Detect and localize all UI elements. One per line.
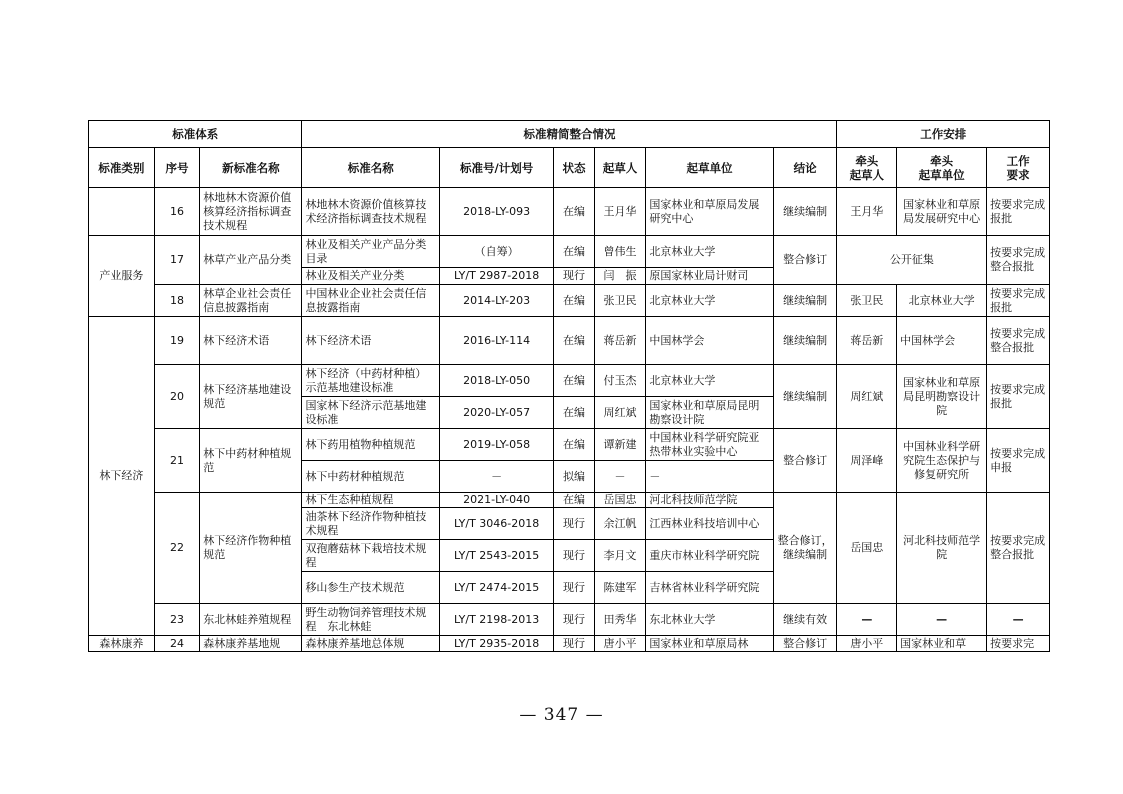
drafter-cell: 田秀华 [594,604,646,636]
conclusion-cell: 整合修订，继续编制 [773,493,837,604]
drafter-unit-cell: 北京林业大学 [646,365,773,397]
table-row [89,365,1050,397]
new-name-cell: 林草企业社会责任信息披露指南 [200,285,302,317]
new-name-cell: 林地林木资源价值核算经济指标调查技术规程 [200,188,302,236]
seq-cell: 18 [154,285,200,317]
new-name-cell: 林下经济作物种植规范 [200,493,302,604]
drafter-unit-cell: 重庆市林业科学研究院 [646,540,773,572]
drafter-unit-cell: 北京林业大学 [646,236,773,268]
drafter-unit-cell: 国家林业和草原局发展研究中心 [646,188,773,236]
lead-person-cell: 蒋岳新 [837,317,897,365]
work-req-cell: 按要求完成整合报批 [987,236,1050,285]
status-cell: 在编 [554,397,594,429]
std-no-cell: LY/T 3046-2018 [440,508,554,540]
table-row [89,429,1050,461]
lead-unit-cell: 国家林业和草原局昆明勘察设计院 [897,365,987,429]
drafter-cell: 闫 振 [594,268,646,285]
new-name-cell: 林下经济术语 [200,317,302,365]
status-cell: 现行 [554,540,594,572]
work-req-cell: 按要求完成报批 [987,188,1050,236]
category-blank [89,188,155,236]
drafter-unit-cell: － [646,461,773,493]
std-no-cell: LY/T 2474-2015 [440,572,554,604]
conclusion-cell: 整合修订 [773,636,837,652]
drafter-unit-cell: 江西林业科技培训中心 [646,508,773,540]
conclusion-cell: 继续编制 [773,365,837,429]
col-seq: 序号 [154,148,200,188]
std-no-cell: 2014-LY-203 [440,285,554,317]
col-lead-unit: 牵头 起草单位 [897,148,987,188]
std-name-cell: 双孢蘑菇林下栽培技术规程 [302,540,440,572]
new-name-cell: 林草产业产品分类 [200,236,302,285]
std-no-cell: 2018-LY-050 [440,365,554,397]
std-name-cell: 野生动物饲养管理技术规程 东北林蛙 [302,604,440,636]
work-req-cell: 按要求完成整合报批 [987,317,1050,365]
lead-person-cell: 岳国忠 [837,493,897,604]
seq-cell: 22 [154,493,200,604]
drafter-unit-cell: 吉林省林业科学研究院 [646,572,773,604]
status-cell: 在编 [554,493,594,508]
seq-cell: 20 [154,365,200,429]
lead-unit-cell: 北京林业大学 [897,285,987,317]
conclusion-cell: 继续有效 [773,604,837,636]
status-cell: 在编 [554,317,594,365]
std-no-cell: （自筹） [440,236,554,268]
std-name-cell: 国家林下经济示范基地建设标准 [302,397,440,429]
std-no-cell: 2019-LY-058 [440,429,554,461]
conclusion-cell: 继续编制 [773,317,837,365]
conclusion-cell: 整合修订 [773,429,837,493]
group-standard-system: 标准体系 [89,121,302,148]
group-header-row [89,121,1050,148]
category-cell: 森林康养 [89,636,155,652]
drafter-unit-cell: 中国林业科学研究院亚热带林业实验中心 [646,429,773,461]
std-name-cell: 油茶林下经济作物种植技术规程 [302,508,440,540]
table-row [89,236,1050,268]
std-name-cell: 林地林木资源价值核算技术经济指标调查技术规程 [302,188,440,236]
col-conclusion: 结论 [773,148,837,188]
drafter-unit-cell: 北京林业大学 [646,285,773,317]
col-drafter: 起草人 [594,148,646,188]
col-drafter-unit: 起草单位 [646,148,773,188]
drafter-unit-cell: 国家林业和草原局林 [646,636,773,652]
standards-table [88,120,1050,652]
status-cell: 现行 [554,604,594,636]
status-cell: 在编 [554,429,594,461]
table-row [89,188,1050,236]
drafter-cell: － [594,461,646,493]
col-status: 状态 [554,148,594,188]
drafter-cell: 余江帆 [594,508,646,540]
table-row [89,604,1050,636]
seq-cell: 21 [154,429,200,493]
std-name-cell: 林下中药材种植规范 [302,461,440,493]
drafter-unit-cell: 国家林业和草原局昆明勘察设计院 [646,397,773,429]
std-no-cell: LY/T 2543-2015 [440,540,554,572]
col-new-name: 新标准名称 [200,148,302,188]
std-no-cell: 2016-LY-114 [440,317,554,365]
std-name-cell: 林下生态种植规程 [302,493,440,508]
column-header-row [89,148,1050,188]
drafter-cell: 付玉杰 [594,365,646,397]
std-no-cell: LY/T 2987-2018 [440,268,554,285]
lead-person-cell: 周泽峰 [837,429,897,493]
col-lead-person: 牵头 起草人 [837,148,897,188]
drafter-cell: 王月华 [594,188,646,236]
drafter-unit-cell: 东北林业大学 [646,604,773,636]
drafter-cell: 曾伟生 [594,236,646,268]
drafter-cell: 周红斌 [594,397,646,429]
drafter-cell: 张卫民 [594,285,646,317]
work-req-cell: 按要求完成申报 [987,429,1050,493]
table-row [89,317,1050,365]
work-req-cell: 按要求完成整合报批 [987,493,1050,604]
std-name-cell: 林下药用植物种植规范 [302,429,440,461]
col-std-name: 标准名称 [302,148,440,188]
std-name-cell: 中国林业企业社会责任信息披露指南 [302,285,440,317]
work-req-cell: 按要求完 [987,636,1050,652]
page-number: — 347 — [519,705,604,725]
drafter-unit-cell: 河北科技师范学院 [646,493,773,508]
group-integration-status: 标准精简整合情况 [302,121,837,148]
lead-person-cell: 张卫民 [837,285,897,317]
lead-unit-cell: 国家林业和草原局发展研究中心 [897,188,987,236]
drafter-unit-cell: 原国家林业局计财司 [646,268,773,285]
lead-unit-cell: 国家林业和草 [897,636,987,652]
new-name-cell: 林下中药材种植规范 [200,429,302,493]
std-name-cell: 林下经济术语 [302,317,440,365]
std-no-cell: 2018-LY-093 [440,188,554,236]
lead-unit-cell: 河北科技师范学院 [897,493,987,604]
seq-cell: 19 [154,317,200,365]
drafter-cell: 谭新建 [594,429,646,461]
std-no-cell: － [440,461,554,493]
work-req-cell: — [987,604,1050,636]
new-name-cell: 东北林蛙养殖规程 [200,604,302,636]
col-std-no: 标准号/计划号 [440,148,554,188]
table-row [89,636,1050,652]
drafter-cell: 岳国忠 [594,493,646,508]
std-no-cell: LY/T 2935-2018 [440,636,554,652]
conclusion-cell: 整合修订 [773,236,837,285]
drafter-cell: 唐小平 [594,636,646,652]
conclusion-cell: 继续编制 [773,188,837,236]
table-row [89,493,1050,508]
status-cell: 在编 [554,365,594,397]
status-cell: 现行 [554,268,594,285]
seq-cell: 16 [154,188,200,236]
status-cell: 拟编 [554,461,594,493]
work-req-cell: 按要求完成报批 [987,285,1050,317]
new-name-cell: 林下经济基地建设规范 [200,365,302,429]
drafter-unit-cell: 中国林学会 [646,317,773,365]
status-cell: 在编 [554,285,594,317]
std-no-cell: 2021-LY-040 [440,493,554,508]
std-name-cell: 林业及相关产业产品分类目录 [302,236,440,268]
lead-person-cell: — [837,604,897,636]
table-row [89,285,1050,317]
lead-person-cell: 周红斌 [837,365,897,429]
lead-unit-cell: 中国林学会 [897,317,987,365]
work-req-cell: 按要求完成报批 [987,365,1050,429]
drafter-cell: 李月文 [594,540,646,572]
col-category: 标准类别 [89,148,155,188]
category-cell: 产业服务 [89,236,155,317]
seq-cell: 24 [154,636,200,652]
conclusion-cell: 继续编制 [773,285,837,317]
status-cell: 现行 [554,508,594,540]
std-name-cell: 林业及相关产业分类 [302,268,440,285]
new-name-cell: 森林康养基地规 [200,636,302,652]
status-cell: 现行 [554,636,594,652]
drafter-cell: 陈建军 [594,572,646,604]
seq-cell: 23 [154,604,200,636]
lead-unit-cell: — [897,604,987,636]
status-cell: 在编 [554,236,594,268]
std-name-cell: 森林康养基地总体规 [302,636,440,652]
seq-cell: 17 [154,236,200,285]
status-cell: 在编 [554,188,594,236]
std-no-cell: LY/T 2198-2013 [440,604,554,636]
lead-person-cell: 王月华 [837,188,897,236]
lead-unit-cell: 中国林业科学研究院生态保护与修复研究所 [897,429,987,493]
std-name-cell: 移山参生产技术规范 [302,572,440,604]
group-work-arrangement: 工作安排 [837,121,1050,148]
drafter-cell: 蒋岳新 [594,317,646,365]
std-no-cell: 2020-LY-057 [440,397,554,429]
status-cell: 现行 [554,572,594,604]
lead-merged-cell: 公开征集 [837,236,987,285]
std-name-cell: 林下经济（中药材种植）示范基地建设标准 [302,365,440,397]
lead-person-cell: 唐小平 [837,636,897,652]
col-work-req: 工作 要求 [987,148,1050,188]
category-cell: 林下经济 [89,317,155,636]
